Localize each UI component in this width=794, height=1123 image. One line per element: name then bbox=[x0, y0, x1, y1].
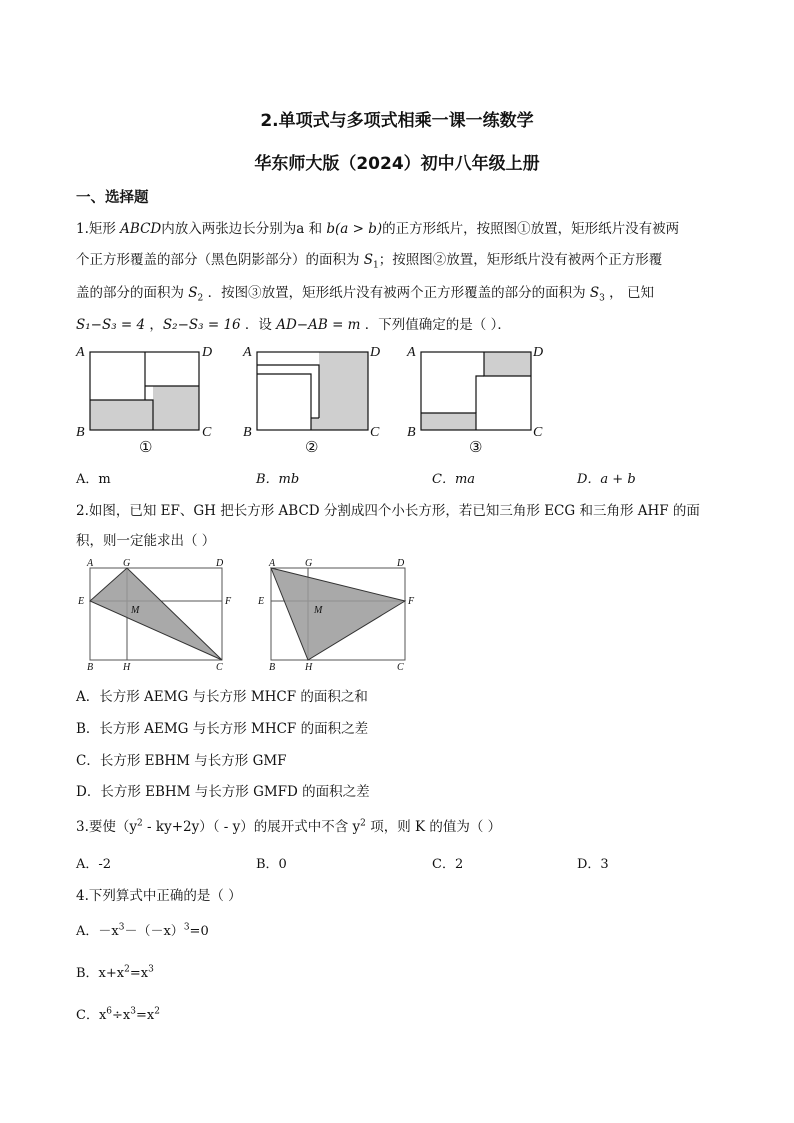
q1-math-s2-sub: 2 bbox=[197, 293, 204, 304]
document-title: 2.单项式与多项式相乘一课一练数学 bbox=[260, 111, 534, 131]
q1-text: 内放入两张边长分别为a 和 bbox=[161, 221, 327, 237]
q4-exponent: 3 bbox=[118, 922, 125, 933]
q1-equation-3: AD−AB = m bbox=[276, 317, 361, 333]
q2-right-label-a: A bbox=[269, 558, 276, 569]
q1-line2 bbox=[76, 248, 662, 271]
q4-option-b[interactable] bbox=[76, 962, 154, 981]
q2-line2: 积，则一定能求出（ ） bbox=[76, 533, 216, 549]
q1-fig2-caption: ② bbox=[305, 440, 319, 456]
q1-fig3-label-c: C bbox=[533, 425, 543, 440]
q4-option-c[interactable] bbox=[76, 1004, 160, 1023]
q2-right-label-d: D bbox=[397, 558, 405, 569]
q2-right-label-b: B bbox=[269, 662, 276, 673]
q1-fig3-shaded-bottom bbox=[421, 413, 476, 430]
q1-fig3-caption: ③ bbox=[469, 440, 483, 456]
q2-option-a[interactable]: A．长方形 AEMG 与长方形 MHCF 的面积之和 bbox=[76, 689, 368, 705]
q1-fig3-shaded-top bbox=[484, 352, 531, 376]
q3-option-a[interactable]: A．-2 bbox=[76, 857, 112, 872]
q1-text: 盖的部分的面积为 bbox=[76, 285, 189, 301]
q1-option-d[interactable] bbox=[577, 468, 636, 487]
q1-text: ．设 bbox=[240, 317, 277, 333]
q1-text: 的正方形纸片，按照图①放置，矩形纸片没有被两 bbox=[382, 221, 680, 237]
q1-option-c-text: C．ma bbox=[432, 472, 476, 487]
q1-figure-2 bbox=[242, 345, 380, 456]
q1-option-b-text: B．mb bbox=[256, 472, 300, 487]
q2-figure-right bbox=[257, 558, 415, 673]
q4-text: C．x bbox=[76, 1008, 107, 1023]
q2-left-label-e: E bbox=[78, 596, 85, 607]
q2-line1: 2.如图，已知 EF、GH 把长方形 ABCD 分割成四个小长方形，若已知三角形 ECG 和三角形 AHF 的面 bbox=[76, 503, 700, 519]
q1-math-s1: S bbox=[363, 252, 374, 268]
q4-exponent: 2 bbox=[154, 1006, 160, 1017]
q2-left-triangle-ecg bbox=[90, 568, 222, 660]
q1-option-d-text: D．a + b bbox=[577, 472, 636, 487]
q1-text: ．下列值确定的是（ ）． bbox=[360, 317, 511, 333]
section-title: 一、选择题 bbox=[76, 190, 149, 206]
q4-text: =0 bbox=[189, 924, 209, 939]
q1-option-c[interactable] bbox=[432, 468, 475, 487]
q3-exponent: 2 bbox=[360, 818, 366, 829]
q1-fig1-label-b: B bbox=[76, 425, 85, 440]
q1-math-s3-sub: 3 bbox=[599, 293, 605, 304]
q1-option-a[interactable]: A．m bbox=[76, 472, 111, 487]
document-subtitle: 华东师大版（2024）初中八年级上册 bbox=[254, 154, 540, 174]
q1-text: ．按图③放置，矩形纸片没有被两个正方形覆盖的部分的面积为 bbox=[203, 285, 590, 301]
q1-text: ， 已知 bbox=[604, 285, 654, 301]
q2-right-label-c: C bbox=[397, 662, 404, 673]
q4-option-a[interactable] bbox=[76, 920, 209, 939]
q4-text: =x bbox=[129, 966, 149, 981]
q1-line4 bbox=[76, 313, 511, 333]
q1-fig3-edge bbox=[476, 376, 484, 413]
q3-text: - ky+2y）（ - y）的展开式中不含 y bbox=[142, 819, 361, 835]
q2-right-triangle-ahf bbox=[271, 568, 405, 660]
q2-right-label-h: H bbox=[305, 662, 313, 673]
q1-fig2-label-c: C bbox=[370, 425, 380, 440]
q3-option-b[interactable]: B．0 bbox=[256, 857, 287, 872]
q2-option-d[interactable]: D．长方形 EBHM 与长方形 GMFD 的面积之差 bbox=[76, 784, 370, 800]
q2-left-label-g: G bbox=[123, 558, 131, 569]
q1-math-s2: S bbox=[188, 285, 198, 301]
q4-exponent: 3 bbox=[183, 922, 190, 933]
q1-fig1-label-c: C bbox=[202, 425, 212, 440]
q2-right-label-f: F bbox=[408, 596, 415, 607]
q1-math-s3: S bbox=[589, 285, 600, 301]
q4-text: ÷x bbox=[112, 1008, 131, 1023]
q3-text: 项，则 K 的值为（ ） bbox=[365, 819, 502, 835]
q1-text: ， bbox=[145, 317, 163, 333]
q1-text: 个正方形覆盖的部分（黑色阴影部分）的面积为 bbox=[76, 252, 364, 268]
q4-exponent: 3 bbox=[148, 964, 154, 975]
q4-exponent: 2 bbox=[124, 964, 130, 975]
q2-left-label-b: B bbox=[87, 662, 94, 673]
q2-right-label-e: E bbox=[258, 596, 265, 607]
q1-fig2-label-a: A bbox=[243, 345, 252, 360]
q2-left-label-m: M bbox=[131, 605, 140, 616]
q1-math-b: b(a > b) bbox=[326, 221, 383, 237]
q1-line1 bbox=[76, 217, 679, 237]
q1-fig3-label-a: A bbox=[407, 345, 416, 360]
q1-figure-1 bbox=[75, 345, 212, 456]
q1-fig2-label-b: B bbox=[243, 425, 252, 440]
q1-text: ；按照图②放置，矩形纸片没有被两个正方形覆 bbox=[378, 252, 663, 268]
q3-option-d[interactable]: D．3 bbox=[577, 857, 609, 872]
q1-fig2-edge bbox=[257, 374, 311, 430]
q3-option-c[interactable]: C．2 bbox=[432, 857, 464, 872]
q1-line3 bbox=[76, 281, 654, 304]
q1-figure-3 bbox=[406, 345, 543, 456]
q2-figures bbox=[78, 556, 418, 676]
q2-left-label-c: C bbox=[216, 662, 223, 673]
q4-stem: 4.下列算式中正确的是（ ） bbox=[76, 888, 242, 904]
q1-text: 1.矩形 bbox=[76, 221, 121, 237]
q2-option-b[interactable]: B．长方形 AEMG 与长方形 MHCF 的面积之差 bbox=[76, 721, 369, 737]
q4-exponent: 6 bbox=[106, 1006, 113, 1017]
q4-text: B．x+x bbox=[76, 966, 125, 981]
q1-fig1-caption: ① bbox=[139, 440, 153, 456]
q1-math-s1-sub: 1 bbox=[373, 260, 379, 271]
q4-text: A．－x bbox=[76, 924, 119, 939]
q3-text: 3.要使（y bbox=[76, 819, 138, 835]
q3-stem bbox=[76, 815, 501, 835]
q1-fig1-label-d: D bbox=[202, 345, 213, 360]
q2-right-label-m: M bbox=[314, 605, 323, 616]
q1-fig2-edge bbox=[257, 365, 319, 418]
q2-option-c[interactable]: C．长方形 EBHM 与长方形 GMF bbox=[76, 753, 287, 769]
q1-fig3-label-b: B bbox=[407, 425, 416, 440]
q2-left-label-f: F bbox=[225, 596, 232, 607]
q4-exponent: 3 bbox=[130, 1006, 136, 1017]
q2-figure-left bbox=[78, 558, 232, 673]
q2-left-label-d: D bbox=[216, 558, 224, 569]
q1-math-abcd: ABCD bbox=[120, 221, 162, 237]
q1-fig2-label-d: D bbox=[370, 345, 381, 360]
q4-text: －（－x） bbox=[124, 924, 184, 939]
q2-right-label-g: G bbox=[305, 558, 313, 569]
q2-left-label-h: H bbox=[123, 662, 131, 673]
q1-fig3-label-d: D bbox=[533, 345, 544, 360]
q1-equation-2: S₂−S₃ = 16 bbox=[162, 317, 241, 333]
q2-left-label-a: A bbox=[87, 558, 94, 569]
q3-exponent: 2 bbox=[137, 818, 143, 829]
q1-figures bbox=[70, 338, 560, 458]
q1-equation-1: S₁−S₃ = 4 bbox=[76, 317, 146, 333]
q4-text: =x bbox=[135, 1008, 155, 1023]
q1-option-b[interactable] bbox=[256, 468, 299, 487]
q1-fig1-label-a: A bbox=[76, 345, 85, 360]
